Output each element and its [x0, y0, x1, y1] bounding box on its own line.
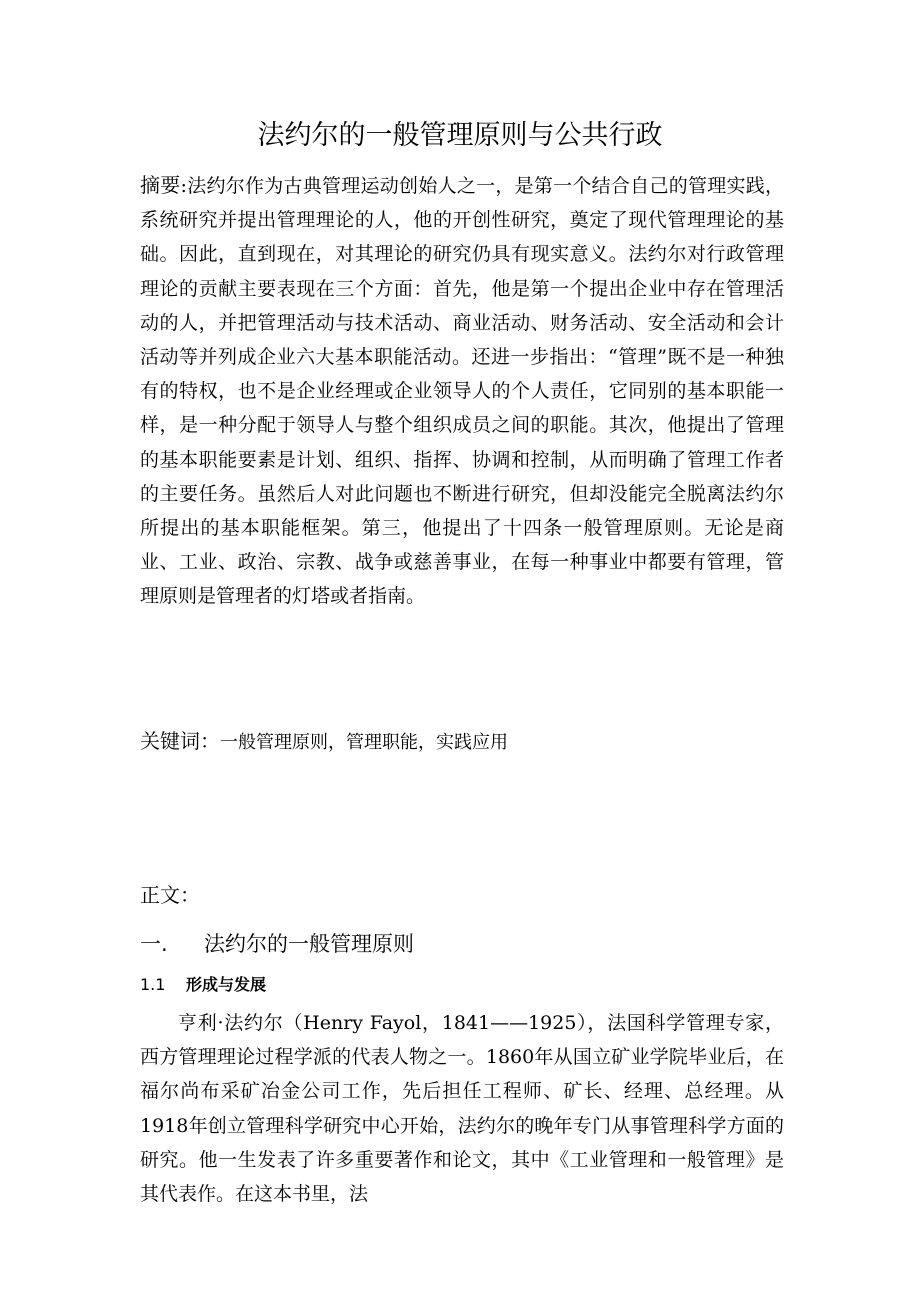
section-heading — [140, 926, 784, 962]
abstract-text: :法约尔作为古典管理运动创始人之一，是第一个结合自己的管理实践，系统研究并提出管理理论的人，他的开创性研究，奠定了现代管理理论的基础。因此，直到现在，对其理论的研究仍具有现实意义。法约尔对行政管理理论的贡献主要表现在三个方面：首先，他是第一个提出企业中存在管理活动的人，并把管理活动与技术活动、商业活动、财务活动、安全活动和会计活动等并列成企业六大基本职能活动。还进一步指出：“管理”既不是一种独有的特权，也不是企业经理或企业领导人的个人责任，它同别的基本职能一样，是一种分配于领导人与整个组织成员之间的职能。其次，他提出了管理的基本职能要素是计划、组织、指挥、协调和控制，从而明确了管理工作者的主要任务。虽然后人对此问题也不断进行研究，但却没能完全脱离法约尔所提出的基本职能框架。第三，他提出了十四条一般管理原则。无论是商业、工业、政治、宗教、战争或慈善事业，在每一种事业中都要有管理，管理原则是管理者的灯塔或者指南。 — [140, 175, 785, 608]
document-title: 法约尔的一般管理原则与公共行政 — [257, 120, 663, 151]
keywords-label: 关键词： — [140, 729, 220, 753]
subsection-heading — [140, 970, 784, 1000]
section-title: 法约尔的一般管理原则 — [204, 932, 414, 956]
body-paragraph: 亨利·法约尔（Henry Fayol，1841——1925），法国科学管理专家，西方管理理论过程学派的代表人物之一。1860年从国立矿业学院毕业后，在福尔尚布采矿冶金公司工作，先后担任工程师、矿长、经理、总经理。从1918年创立管理科学研究中心开始，法约尔的晚年专门从事管理科学方面的研究。他一生发表了许多重要著作和论文，其中《工业管理和一般管理》是其代表作。在这本书里，法 — [140, 1012, 784, 1206]
subsection-number: 1.1 — [140, 975, 166, 994]
section-number: 一. — [140, 932, 168, 956]
subsection-title: 形成与发展 — [186, 975, 267, 994]
keywords-line — [140, 724, 784, 760]
body-label: 正文： — [140, 883, 200, 907]
keywords-text: 一般管理原则，管理职能，实践应用 — [220, 732, 508, 753]
abstract-label: 摘要 — [140, 173, 181, 197]
abstract-paragraph — [140, 168, 784, 614]
